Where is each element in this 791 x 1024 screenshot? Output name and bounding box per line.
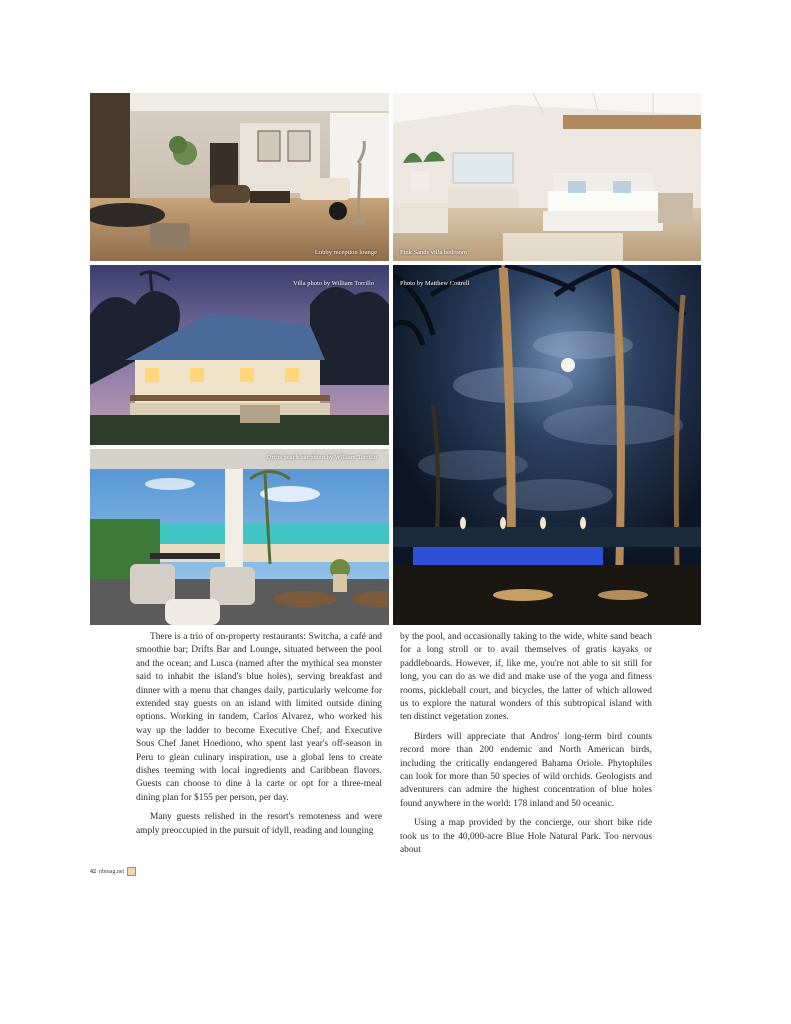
paragraph-guests: Many guests relished in the resort's remoteness and were amply preoccupied in the pursuit of idyll, reading and lounging xyxy=(136,812,382,836)
magazine-logo-icon xyxy=(127,867,136,876)
paragraph-bike-ride: Using a map provided by the concierge, our short bike ride took us to the 40,000-acre Blue Hole Natural Park. Too nervous about xyxy=(400,818,652,856)
lobby-caption: Lobby reception lounge xyxy=(314,249,377,256)
night-image xyxy=(393,265,701,625)
photo-villa-bedroom xyxy=(393,93,701,261)
beachbar-caption: Drifts beach bar photo by William Torrillo xyxy=(266,454,377,461)
villa-image xyxy=(90,265,389,445)
photo-beach-bar xyxy=(90,449,389,625)
villa-caption: Villa photo by William Torrillo xyxy=(293,280,374,287)
paragraph-birders: Birders will appreciate that Andros' long-term bird counts record more than 200 endemic and North American birds, including the critically endangered Bahama Oriole. Phytophiles can look for more than 50 species of wild orchids. Geologists and adventurers can admire the highest concentration of blue holes found anywhere in the world: 178 inland and 50 oceanic. xyxy=(400,731,652,809)
photo-night-pool xyxy=(393,265,701,625)
article-column-left xyxy=(136,631,382,838)
photo-lobby-reception-lounge xyxy=(90,93,389,261)
photo-villa-exterior xyxy=(90,265,389,445)
beachbar-image xyxy=(90,449,389,625)
bedroom-image xyxy=(393,93,701,261)
article-column-right xyxy=(400,631,652,858)
paragraph-activities: by the pool, and occasionally taking to the wide, white sand beach for a long stroll or to avail themselves of gratis kayaks or paddleboards. However, if, like me, you're not able to sit still for long, you can do as we did and make use of the yoga and fitness rooms, pickleball court, and bicycles, the latter of which allowed us to explore the natural wonders of this subtropical island with ten distinct vegetation zones. xyxy=(400,632,652,723)
night-caption: Photo by Matthew Cottrell xyxy=(400,280,470,287)
bedroom-caption: Pink Sands villa bedroom xyxy=(400,249,467,256)
lobby-image xyxy=(90,93,389,261)
paragraph-restaurants: There is a trio of on-property restaurants: Switcha, a café and smoothie bar; Drifts Bar and Lounge, situated between the pool and the ocean; and Lusca (named after the mythical sea monster said to inhabit the island's blue holes), serving breakfast and dinner with a menu that changes daily, particularly welcome for extended stay guests on an island with limited outside dining options. Working in tandem, Carlos Alvarez, who worked his way up the ladder to become Executive Chef, and Executive Sous Chef Janet Hoediono, who spent last year's off-season in Peru to glean culinary inspiration, use a global lens to create dishes teeming with local ingredients and Caribbean flavors. Guests can choose to dine à la carte or opt for a three-meal dining plan for $155 per person, per day. xyxy=(136,632,382,803)
site-name: nbmag.net xyxy=(99,868,125,875)
page-footer xyxy=(90,867,136,876)
page-number: 42 xyxy=(90,868,96,875)
